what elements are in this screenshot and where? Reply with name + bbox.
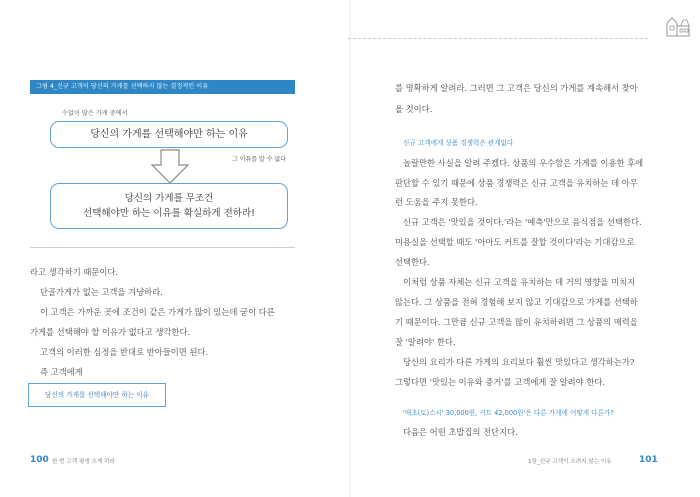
figure-top-rule xyxy=(30,93,295,94)
left-line-4: 가게를 선택해야 할 이유가 없다고 생각한다. xyxy=(30,327,191,337)
left-line-3: 이 고객은 가까운 곳에 조건이 같은 가게가 많이 있는데 굳이 다른 xyxy=(40,307,275,317)
figure-caption: 그림 4_신규 고객이 당신의 가게를 선택하지 않는 결정적인 이유 xyxy=(30,80,295,93)
right-body-line-3: 런 도움을 주지 못한다. xyxy=(395,197,478,207)
figure-message-line2: 선택해야만 하는 이유를 확실하게 전하라! xyxy=(83,208,255,219)
right-body-line-5: 미용실을 선택할 때도 '아마도 커트를 잘할 것이다'라는 기대감으로 xyxy=(395,237,635,247)
right-body-line-6: 선택한다. xyxy=(395,257,430,267)
figure-reason-box: 당신의 가게를 선택해야만 하는 이유 xyxy=(50,121,288,148)
building-doodle-icon xyxy=(664,14,692,38)
left-line-5: 고객의 이러한 심정을 반대로 반아들이면 된다. xyxy=(40,347,209,357)
left-line-6: 즉 고객에게 xyxy=(40,367,83,377)
right-body-line-11: 당신의 요리가 다른 가게의 요리보다 훨씬 맛있다고 생각하는가? xyxy=(403,357,635,367)
page-gutter xyxy=(349,0,351,497)
right-body-line-10: 잘 '알려야' 한다. xyxy=(395,337,456,347)
figure-message-box xyxy=(50,183,288,229)
right-body-line-2: 판단할 수 있기 때문에 상품 경쟁력은 신규 고객을 유치하는 데 아무 xyxy=(395,178,638,188)
right-page xyxy=(350,0,700,497)
right-body-line-8: 않는다. 그 상품을 전혀 경험해 보지 않고 기대감으로 가게를 선택하 xyxy=(395,297,638,307)
right-body-line-12: 그렇다면 '맛있는 이유와 증거'를 고객에게 잘 알려야 한다. xyxy=(395,377,606,387)
figure-intro-text: 수없이 많은 가게 중에서 xyxy=(62,110,128,117)
right-body-line-4: 신규 고객은 '맛있을 것이다.'라는 '예측'만으로 음식점을 선택한다. xyxy=(403,217,642,227)
figure-message-line1: 당신의 가게를 무조건 xyxy=(124,193,214,204)
left-page-number: 100 xyxy=(30,455,49,465)
right-last-line: 다음은 어떤 초밥집의 전단지다. xyxy=(403,427,518,437)
right-body-line-9: 기 때문이다. 그만큼 신규 고객을 많이 유치하려면 그 상품의 매력을 xyxy=(395,317,638,327)
right-line-top-1: 를 명확하게 알려라. 그러면 그 고객은 당신의 가게를 계속해서 찾아 xyxy=(395,83,638,93)
section-subhead-1: 신규 고객에게 상품 경쟁력은 관계없다 xyxy=(403,139,514,147)
right-line-top-2: 올 것이다. xyxy=(395,104,433,114)
right-body-line-1: 놀랄만한 사실을 알려 주겠다. 상품의 우수함은 가게를 이용한 후에 xyxy=(403,158,644,168)
section-subhead-2: '매초(토)스시' 30,000원, 커트 42,000원'은 다른 가게에 어떻게 다른가? xyxy=(403,409,614,417)
highlight-quote-box: 당신의 가게를 선택해야만 하는 이유 xyxy=(28,383,166,407)
header-dashed-line xyxy=(348,38,648,39)
right-page-number: 101 xyxy=(639,455,658,465)
left-line-2: 단골가게가 없는 고객을 겨냥하라. xyxy=(40,287,163,297)
figure-note: 그 이유를 알 수 없다 xyxy=(232,156,286,163)
right-body-line-7: 이처럼 상품 자체는 신규 고객을 유치하는 데 거의 영향을 미치지 xyxy=(403,277,636,287)
figure-bottom-rule xyxy=(30,247,295,248)
right-running-head: 1장_신규 고객이 오려지 않는 이유 xyxy=(528,459,612,465)
left-running-head: 한 번 고객 평생 오게 하라 xyxy=(52,459,115,465)
down-arrow-icon xyxy=(150,149,190,185)
left-line-1: 라고 생각하기 때문이다. xyxy=(30,267,119,277)
